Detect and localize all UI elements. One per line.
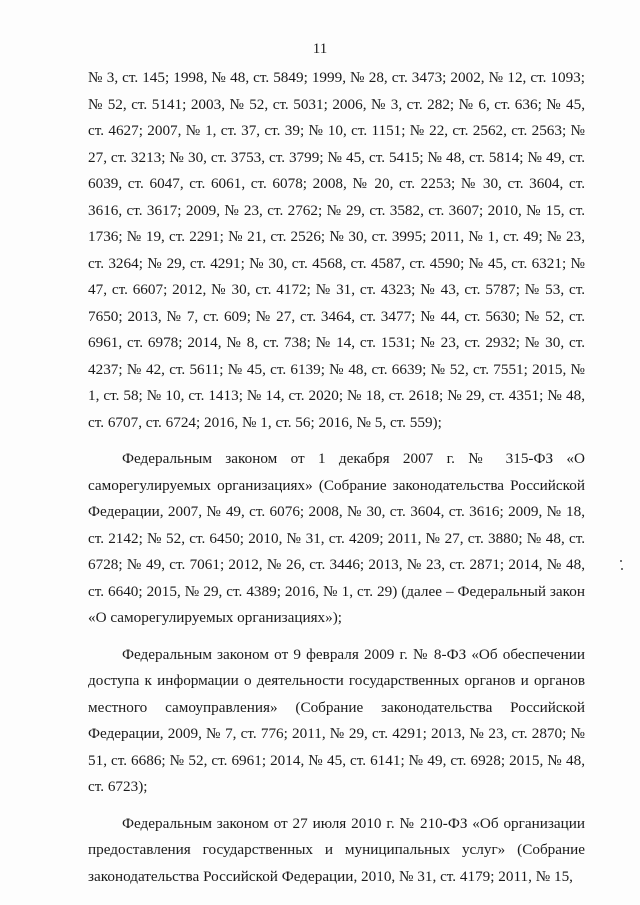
document-body — [88, 65, 585, 890]
scan-artifact — [620, 560, 622, 562]
scan-artifact — [621, 568, 623, 570]
page-number: 11 — [312, 41, 328, 57]
paragraph-law-210-fz: Федеральным законом от 27 июля 2010 г. № 210-ФЗ «Об организации предоставления государственных и муниципальных услуг» (Собрание законодательства Российской Федерации, 2010, № 31, ст. 4179; 2011, № 15, — [88, 814, 585, 885]
paragraph-law-8-fz: Федеральным законом от 9 февраля 2009 г. № 8-ФЗ «Об обеспечении доступа к информации о деятельности государственных органов и органов местного самоуправления» (Собрание законодательства Российской Федерации, 2009, № 7, ст. 776; 2011, № 29, ст. 4291; 2013, № 23, ст. 2870; № 51, ст. 6686; № 52, ст. 6961; 2014, № 45, ст. 6141; № 49, ст. 6928; 2015, № 48, ст. 6723); — [88, 645, 585, 795]
paragraph-law-315-fz: Федеральным законом от 1 декабря 2007 г. № 315-ФЗ «О саморегулируемых организациях» (Собрание законодательства Российской Федерации, 2007, № 49, ст. 6076; 2008, № 30, ст. 3604, ст. 3616; 2009, № 18, ст. 2142; № 52, ст. 6450; 2010, № 31, ст. 4209; 2011, № 27, ст. 3880; № 48, ст. 6728; № 49, ст. 7061; 2012, № 26, ст. 3446; 2013, № 23, ст. 2871; 2014, № 48, ст. 6640; 2015, № 29, ст. 4389; 2016, № 1, ст. 29) (далее – Федеральный закон «О саморегулируемых организациях»); — [88, 450, 585, 626]
paragraph-continuation: № 3, ст. 145; 1998, № 48, ст. 5849; 1999, № 28, ст. 3473; 2002, № 12, ст. 1093; № 52, ст. 5141; 2003, № 52, ст. 5031; 2006, № 3, ст. 282; № 6, ст. 636; № 45, ст. 4627; 2007, № 1, ст. 37, ст. 39; № 10, ст. 1151; № 22, ст. 2562, ст. 2563; № 27, ст. 3213; № 30, ст. 3753, ст. 3799; № 45, ст. 5415; № 48, ст. 5814; № 49, ст. 6039, ст. 6047, ст. 6061, ст. 6078; 2008, № 20, ст. 2253; № 30, ст. 3604, ст. 3616, ст. 3617; 2009, № 23, ст. 2762; № 29, ст. 3582, ст. 3607; 2010, № 15, ст. 1736; № 19, ст. 2291; № 21, ст. 2526; № 30, ст. 3995; 2011, № 1, ст. 49; № 23, ст. 3264; № 29, ст. 4291; № 30, ст. 4568, ст. 4587, ст. 4590; № 45, ст. 6321; № 47, ст. 6607; 2012, № 30, ст. 4172; № 31, ст. 4323; № 43, ст. 5787; № 53, ст. 7650; 2013, № 7, ст. 609; № 27, ст. 3464, ст. 3477; № 44, ст. 5630; № 52, ст. 6961, ст. 6978; 2014, № 8, ст. 738; № 14, ст. 1531; № 23, ст. 2932; № 30, ст. 4237; № 42, ст. 5611; № 45, ст. 6139; № 48, ст. 6639; № 52, ст. 7551; 2015, № 1, ст. 58; № 10, ст. 1413; № 14, ст. 2020; № 18, ст. 2618; № 29, ст. 4351; № 48, ст. 6707, ст. 6724; 2016, № 1, ст. 56; 2016, № 5, ст. 559); — [88, 69, 585, 431]
